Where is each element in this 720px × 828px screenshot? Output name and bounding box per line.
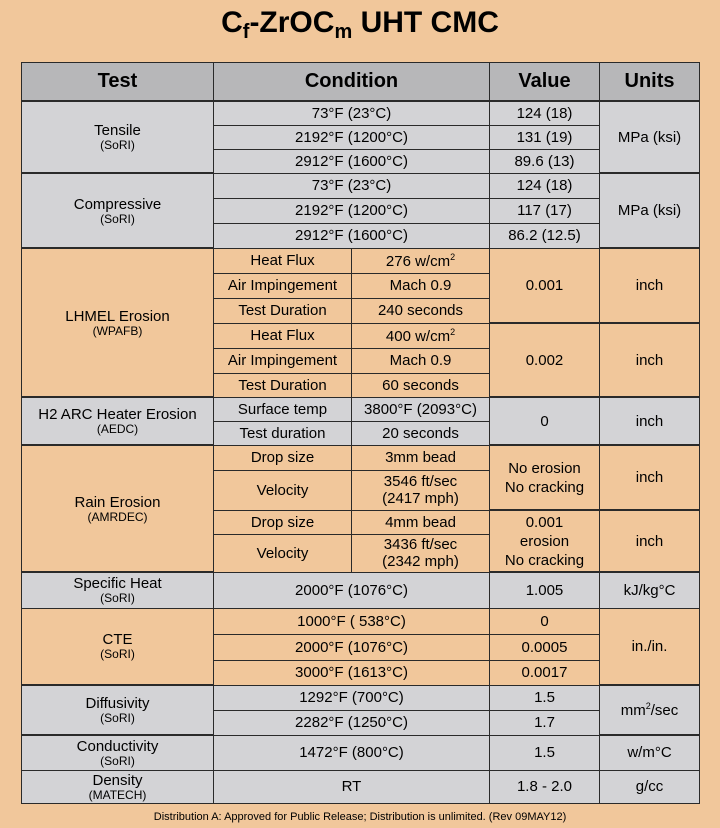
value-cell: No erosion No cracking: [490, 445, 600, 510]
page-title: $C_f-ZrOC_m$ UHT CMC: [221, 6, 499, 43]
param-label: Air Impingement: [214, 273, 352, 298]
condition-cell: 1000°F ( 538°C): [214, 608, 490, 634]
condition-cell: 2192°F (1200°C): [214, 198, 490, 223]
cte-lab: (SoRI): [100, 647, 135, 662]
header-test: Test: [22, 63, 214, 102]
units-cell: $mm^2/\sec$: [600, 685, 700, 735]
cte-name: CTE: [102, 631, 133, 649]
compressive-test-cell: [22, 173, 214, 248]
param-label: Velocity: [214, 470, 352, 510]
lhmel-test-cell: [22, 248, 214, 397]
specific-heat-name: Specific Heat: [73, 575, 162, 593]
param-value: Mach 0.9: [352, 273, 490, 298]
cte-test-cell: [22, 608, 214, 685]
condition-cell: 1472°F (800°C): [214, 735, 490, 770]
condition-cell: RT: [214, 770, 490, 803]
units-cell: inch: [600, 397, 700, 445]
rain-test-cell: [22, 445, 214, 572]
param-value: 240 seconds: [352, 298, 490, 323]
diffusivity-test-cell: [22, 685, 214, 735]
diffusivity-row: [22, 685, 700, 710]
param-label: Drop size: [214, 445, 352, 470]
density-lab: (MATECH): [88, 787, 147, 802]
header-value: Value: [490, 63, 600, 102]
condition-cell: 2000°F (1076°C): [214, 572, 490, 608]
param-value: Mach 0.9: [352, 348, 490, 373]
density-test-cell: [22, 770, 214, 803]
diffusivity-lab: (SoRI): [100, 711, 135, 725]
value-cell: 0: [490, 397, 600, 445]
param-value: 20 seconds: [352, 421, 490, 445]
units-cell: inch: [600, 445, 700, 510]
value-cell: 1.8 - 2.0: [490, 770, 600, 803]
conductivity-name: Conductivity: [76, 737, 159, 755]
condition-cell: 2912°F (1600°C): [214, 149, 490, 173]
value-cell: 89.6 (13): [490, 149, 600, 173]
compressive-name: Compressive: [73, 195, 162, 213]
cte-row: [22, 608, 700, 634]
param-value: 3mm bead: [352, 445, 490, 470]
condition-cell: 2192°F (1200°C): [214, 125, 490, 149]
param-label: Heat Flux: [214, 323, 352, 348]
units-cell: inch: [600, 323, 700, 397]
conductivity-test-cell: [22, 735, 214, 770]
value-cell: 0: [490, 608, 600, 634]
value-cell: 124 (18): [490, 101, 600, 125]
lhmel-row: [22, 248, 700, 273]
param-value: 3436 ft/sec (2342 mph): [352, 534, 490, 572]
param-value: 400 $w/cm^2$: [352, 323, 490, 348]
distribution-footer: Distribution A: Approved for Public Release; Distribution is unlimited. (Rev 09MAY12): [153, 811, 567, 823]
tensile-test-cell: [22, 101, 214, 173]
value-cell: 86.2 (12.5): [490, 223, 600, 248]
value-cell: 0.001: [490, 248, 600, 323]
param-label: Test duration: [214, 421, 352, 445]
properties-table: [21, 62, 700, 804]
param-label: Drop size: [214, 510, 352, 534]
table-header-row: [22, 63, 700, 102]
specific-heat-lab: (SoRI): [100, 591, 135, 606]
h2arc-name: H2 ARC Heater Erosion: [38, 406, 197, 423]
conductivity-row: [22, 735, 700, 770]
specific-heat-row: [22, 572, 700, 608]
param-value: 3546 ft/sec (2417 mph): [352, 470, 490, 510]
tensile-row: [22, 101, 700, 125]
param-label: Velocity: [214, 534, 352, 572]
value-cell: 0.0005: [490, 634, 600, 660]
header-condition: Condition: [214, 63, 490, 102]
units-cell: kJ/kg°C: [600, 572, 700, 608]
units-cell: g/cc: [600, 770, 700, 803]
units-cell: w/m°C: [600, 735, 700, 770]
density-name: Density: [92, 771, 143, 789]
specific-heat-test-cell: [22, 572, 214, 608]
compressive-row: [22, 173, 700, 198]
condition-cell: 2282°F (1250°C): [214, 710, 490, 735]
header-units: Units: [600, 63, 700, 102]
units-cell: MPa (ksi): [600, 173, 700, 248]
param-label: Heat Flux: [214, 248, 352, 273]
rain-name: Rain Erosion: [74, 493, 161, 511]
param-value: 60 seconds: [352, 373, 490, 397]
units-cell: inch: [600, 248, 700, 323]
value-cell: 117 (17): [490, 198, 600, 223]
condition-cell: 2000°F (1076°C): [214, 634, 490, 660]
density-row: [22, 770, 700, 803]
value-cell: 124 (18): [490, 173, 600, 198]
h2arc-lab: (AEDC): [96, 422, 139, 436]
h2arc-test-cell: [22, 397, 214, 445]
condition-cell: 73°F (23°C): [214, 101, 490, 125]
param-label: Test Duration: [214, 373, 352, 397]
param-label: Air Impingement: [214, 348, 352, 373]
condition-cell: 3000°F (1613°C): [214, 660, 490, 685]
lhmel-name: LHMEL Erosion: [65, 307, 170, 325]
lhmel-lab: (WPAFB): [92, 323, 143, 338]
param-label: Surface temp: [214, 397, 352, 421]
h2arc-row: [22, 397, 700, 421]
value-cell: 0.002: [490, 323, 600, 397]
diffusivity-name: Diffusivity: [85, 695, 150, 712]
value-cell: 1.005: [490, 572, 600, 608]
value-cell: 1.5: [490, 735, 600, 770]
value-cell: 0.0017: [490, 660, 600, 685]
compressive-lab: (SoRI): [100, 211, 135, 226]
rain-row: [22, 445, 700, 470]
condition-cell: 1292°F (700°C): [214, 685, 490, 710]
units-cell: in./in.: [600, 608, 700, 685]
units-cell: MPa (ksi): [600, 101, 700, 173]
tensile-lab: (SoRI): [100, 138, 135, 152]
value-cell: 1.7: [490, 710, 600, 735]
value-cell: 0.001 erosion No cracking: [490, 510, 600, 572]
param-value: 4mm bead: [352, 510, 490, 534]
rain-lab: (AMRDEC): [87, 509, 148, 524]
param-value: 3800°F (2093°C): [352, 397, 490, 421]
condition-cell: 2912°F (1600°C): [214, 223, 490, 248]
conductivity-lab: (SoRI): [100, 753, 135, 768]
param-value: 276 $w/cm^2$: [352, 248, 490, 273]
tensile-name: Tensile: [94, 122, 141, 139]
value-cell: 1.5: [490, 685, 600, 710]
param-label: Test Duration: [214, 298, 352, 323]
units-cell: inch: [600, 510, 700, 572]
value-cell: 131 (19): [490, 125, 600, 149]
condition-cell: 73°F (23°C): [214, 173, 490, 198]
